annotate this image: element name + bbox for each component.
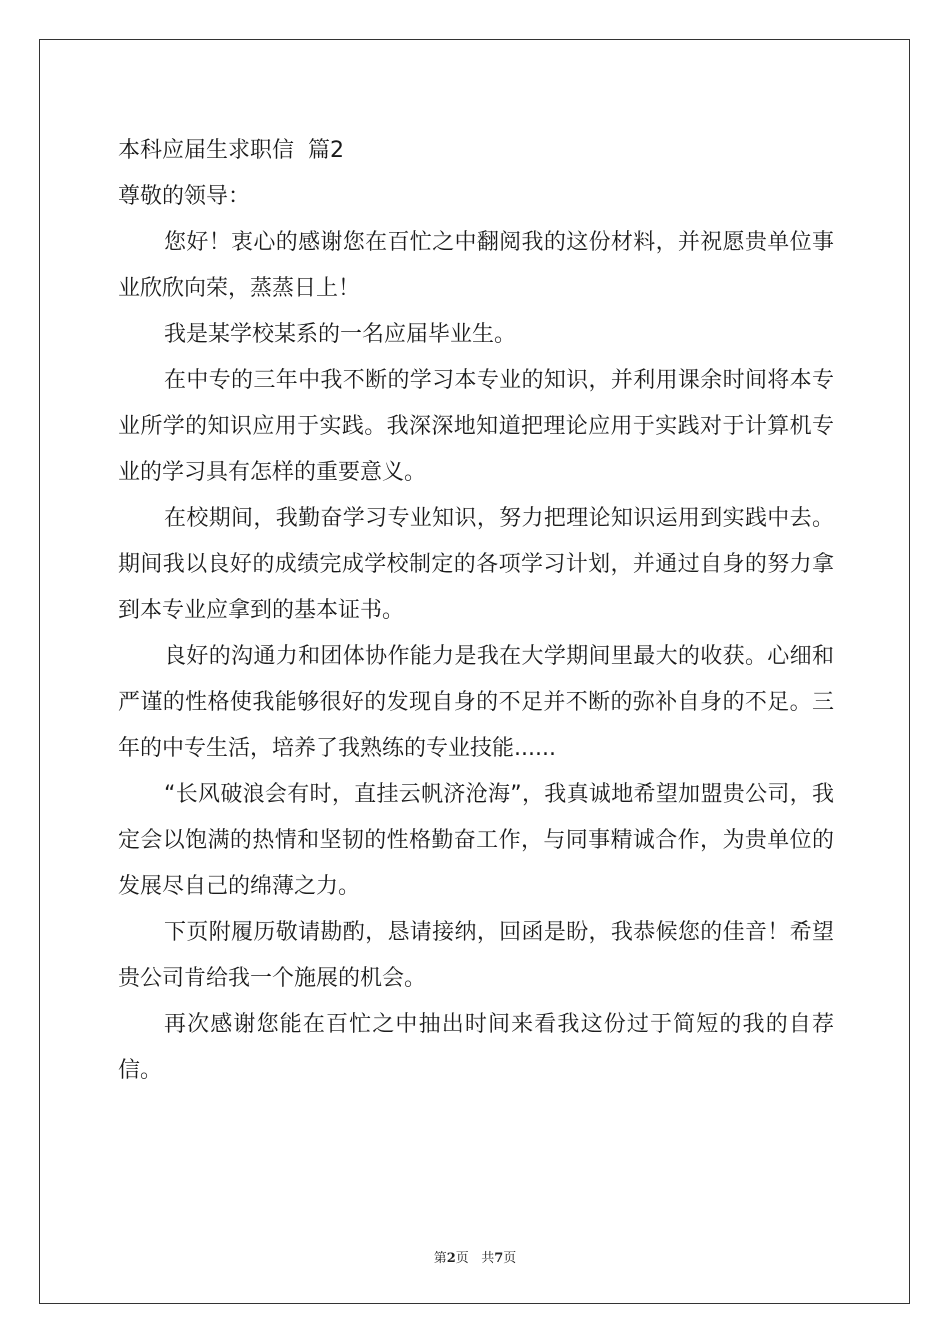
page-number-footer <box>0 1247 950 1266</box>
page-prefix: 第 <box>433 1251 447 1266</box>
page-total: 7 <box>494 1251 504 1266</box>
paragraph-resume: 下页附履历敬请勘酌，恳请接纳，回函是盼，我恭候您的佳音！希望贵公司肯给我一个施展的机会。 <box>118 920 834 991</box>
page-mid: 页 共 <box>455 1251 495 1266</box>
letter-body <box>118 128 834 1094</box>
paragraph-intro: 我是某学校某系的一名应届毕业生。 <box>164 322 517 347</box>
paragraph-closing: 再次感谢您能在百忙之中抽出时间来看我这份过于简短的我的自荐信。 <box>118 1012 834 1083</box>
salutation: 尊敬的领导： <box>118 184 251 209</box>
paragraph-greeting: 您好！衷心的感谢您在百忙之中翻阅我的这份材料，并祝愿贵单位事业欣欣向荣，蒸蒸日上！ <box>118 230 834 301</box>
page-suffix: 页 <box>503 1251 517 1266</box>
paragraph-skills: 良好的沟通力和团体协作能力是我在大学期间里最大的收获。心细和严谨的性格使我能够很好的发现自身的不足并不断的弥补自身的不足。三年的中专生活，培养了我熟练的专业技能...... <box>118 644 834 761</box>
document-title: 本科应届生求职信 篇2 <box>118 138 344 163</box>
page-current: 2 <box>446 1251 456 1266</box>
paragraph-study: 在中专的三年中我不断的学习本专业的知识，并利用课余时间将本专业所学的知识应用于实践。我深深地知道把理论应用于实践对于计算机专业的学习具有怎样的重要意义。 <box>118 368 834 485</box>
paragraph-aspiration: “长风破浪会有时，直挂云帆济沧海”，我真诚地希望加盟贵公司，我定会以饱满的热情和坚韧的性格勤奋工作，与同事精诚合作，为贵单位的发展尽自己的绵薄之力。 <box>118 782 834 899</box>
paragraph-school: 在校期间，我勤奋学习专业知识，努力把理论知识运用到实践中去。期间我以良好的成绩完成学校制定的各项学习计划，并通过自身的努力拿到本专业应拿到的基本证书。 <box>118 506 834 623</box>
